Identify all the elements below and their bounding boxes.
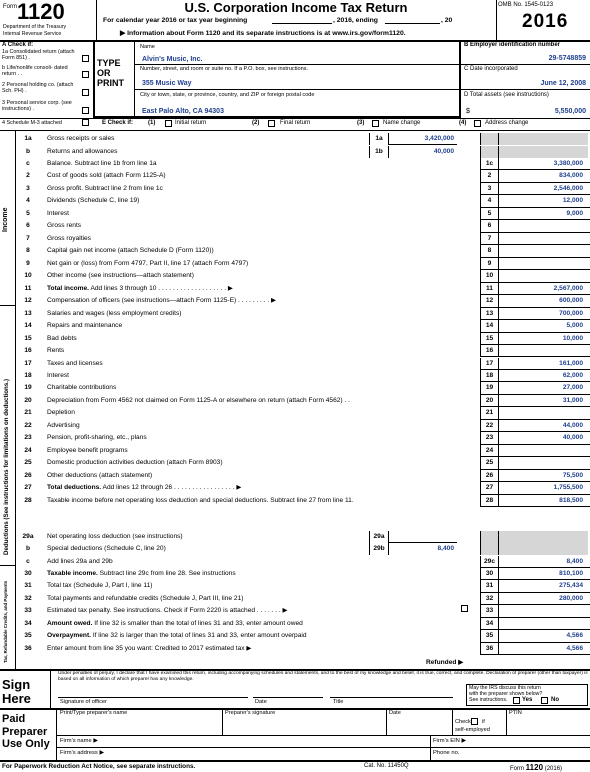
- line-desc: Gross receipts or sales: [47, 135, 115, 142]
- line-1b: [0, 146, 590, 158]
- info-line: ▶ Information about Form 1120 and its separate instructions is at www.irs.gov/form1120.: [120, 30, 406, 37]
- irs-line-3: See instructions.: [469, 696, 508, 703]
- line-desc: Bad debts: [47, 334, 77, 342]
- line-box: 33: [480, 605, 498, 617]
- e-opt-initial: Initial return: [175, 120, 207, 126]
- line-2: [0, 170, 590, 182]
- line-box: 26: [480, 470, 498, 482]
- paperwork-notice: For Paperwork Reduction Act Notice, see separate instructions.: [2, 763, 196, 770]
- line-desc: Total payments and refundable credits (Schedule J, Part III, line 21): [47, 594, 244, 602]
- line-box: 18: [480, 370, 498, 382]
- line-desc: Overpayment. If line 32 is larger than the total of lines 31 and 33, enter amount overpaid: [47, 632, 307, 640]
- line-number: 16: [24, 347, 32, 355]
- line-box: 29b: [369, 543, 389, 555]
- line-amount-field[interactable]: 9,000: [498, 208, 588, 220]
- footer-form-id: [510, 763, 562, 772]
- checkbox-final-return[interactable]: [268, 120, 275, 127]
- line-25: [0, 457, 590, 469]
- line-amount-field[interactable]: 44,000: [498, 420, 588, 432]
- omb-number: OMB No. 1545-0123: [498, 2, 554, 8]
- line-box: 31: [480, 580, 498, 592]
- checkbox-address-change[interactable]: [474, 120, 481, 127]
- line-desc: Advertising: [47, 421, 80, 429]
- line-desc: Add lines 29a and 29b: [47, 557, 113, 565]
- line-desc: Enter amount from line 35 you want: Credited to 2017 estimated tax ▶: [47, 644, 252, 652]
- line-amount-field[interactable]: 275,434: [498, 580, 588, 592]
- line-desc: Depletion: [47, 409, 75, 417]
- tax-side-label: Tax, Refundable Credits, and Payments: [3, 580, 8, 663]
- line-number: 17: [24, 359, 32, 367]
- form-word: Form: [3, 4, 17, 10]
- e-opt-1-num: (1): [148, 120, 156, 126]
- signature-label: Signature of officer: [60, 699, 107, 705]
- paid-word: Paid: [2, 713, 26, 725]
- line-number: 4: [26, 197, 30, 205]
- checkbox-personal-holding[interactable]: [82, 89, 89, 96]
- line-desc: Capital gain net income (attach Schedule D (Form 1120)): [47, 247, 214, 255]
- line-35: [0, 630, 590, 642]
- line-box: 2: [480, 170, 498, 182]
- line-amount-field[interactable]: 161,000: [498, 358, 588, 370]
- checkbox-schedule-m3[interactable]: [82, 119, 89, 126]
- line-desc: Special deductions (Schedule C, line 20): [47, 545, 166, 552]
- line-desc: Dividends (Schedule C, line 19): [47, 197, 140, 205]
- line-number: 36: [24, 644, 32, 652]
- sign-word: Sign: [2, 677, 31, 692]
- check-item-3: 3 Personal service corp. (see instructions) .: [2, 100, 72, 113]
- line-box: 29c: [480, 556, 498, 568]
- line-11: [0, 283, 590, 295]
- perjury-statement: Under penalties of perjury, I declare that I have examined this return, including accompanying schedules and statements, and to the best of my knowledge and belief, it is true, correct, and complete. Declaration of preparer (other than taxpayer) is based on all information of which preparer has any knowledge.: [58, 671, 588, 682]
- assets-field[interactable]: 5,550,000: [554, 108, 586, 115]
- checkbox-self-employed[interactable]: [471, 718, 478, 725]
- line-box: 1c: [480, 158, 498, 170]
- line-box: 12: [480, 295, 498, 307]
- line-box: 19: [480, 382, 498, 394]
- line-box: 9: [480, 258, 498, 270]
- form-number: 1120: [17, 0, 65, 24]
- line-number: 24: [24, 446, 32, 454]
- sign-title: [2, 678, 31, 706]
- irs-line: Internal Revenue Service: [3, 31, 62, 37]
- line-desc: Net operating loss deduction (see instructions): [47, 532, 183, 540]
- line-box: 25: [480, 457, 498, 469]
- line-desc: Gross profit. Subtract line 2 from line 1c: [47, 184, 163, 192]
- line-number: 6: [26, 222, 30, 230]
- line-box: 4: [480, 195, 498, 207]
- line-22: [0, 420, 590, 432]
- line-desc: Pension, profit-sharing, etc., plans: [47, 434, 147, 442]
- line-desc: Interest: [47, 371, 69, 379]
- line-box: 20: [480, 395, 498, 407]
- line-desc: Other income (see instructions—attach statement): [47, 272, 194, 280]
- line-desc: Employee benefit programs: [47, 446, 128, 454]
- preparer-sig-label: Preparer's signature: [225, 710, 276, 716]
- line-10: [0, 270, 590, 282]
- line-amount-field[interactable]: 4,566: [498, 630, 588, 642]
- line-number: 8: [26, 247, 30, 255]
- line-15: [0, 333, 590, 345]
- use-only-word: Use Only: [2, 738, 50, 750]
- officer-signature-line[interactable]: [58, 697, 248, 698]
- line-number: 25: [24, 459, 32, 467]
- line-number: 1a: [24, 135, 32, 142]
- date-inc-field[interactable]: June 12, 2008: [540, 80, 586, 87]
- checkbox-discuss-yes[interactable]: [513, 697, 520, 704]
- line-number: b: [25, 545, 31, 552]
- line-box: 8: [480, 245, 498, 257]
- checkbox-lifenonlife[interactable]: [82, 71, 89, 78]
- or-label: OR: [97, 68, 111, 78]
- no-label: No: [551, 697, 559, 703]
- check-item-1b: b Life/nonlife consoli- dated return . .: [2, 65, 68, 78]
- line-amount-field[interactable]: 2,546,000: [498, 183, 588, 195]
- year-end: , 20: [441, 17, 453, 24]
- street-label: Number, street, and room or suite no. If a P.O. box, see instructions.: [140, 66, 309, 72]
- line-number: 29a: [22, 532, 34, 540]
- city-label: City or town, state, or province, country, and ZIP or foreign postal code: [140, 92, 315, 98]
- line-number: 35: [24, 632, 32, 640]
- preparer-name-label: Print/Type preparer's name: [60, 710, 128, 716]
- line-desc: Repairs and maintenance: [47, 322, 123, 330]
- line-5: [0, 208, 590, 220]
- line-desc: Taxable income. Subtract line 29c from line 28. See instructions: [47, 569, 236, 577]
- returns-allowances-field[interactable]: 40,000: [433, 147, 454, 155]
- line-30: [0, 568, 590, 580]
- line-desc: Gross rents: [47, 222, 82, 230]
- catalog-number: Cat. No. 11450Q: [364, 763, 409, 769]
- check-item-1a: 1a Consolidated return (attach Form 851) .: [2, 49, 75, 62]
- line-1c: [0, 158, 590, 170]
- line-number: 12: [24, 297, 32, 305]
- line-23: [0, 432, 590, 444]
- assets-label: D Total assets (see instructions): [464, 92, 549, 98]
- line-number: 2: [26, 172, 30, 180]
- if-label: if: [482, 719, 485, 725]
- line-number: 20: [24, 396, 32, 404]
- line-desc: Balance. Subtract line 1b from line 1a: [47, 160, 157, 167]
- line-box: 29a: [369, 531, 389, 543]
- line-desc: Interest: [47, 209, 69, 217]
- line-desc: Net gain or (loss) from Form 4797, Part II, line 17 (attach Form 4797): [47, 259, 249, 267]
- firm-name-label: Firm's name ▶: [60, 738, 98, 744]
- irs-line-2: with the preparer shown below?: [469, 690, 543, 697]
- line-3: [0, 183, 590, 195]
- line-box: 10: [480, 270, 498, 282]
- line-box: 13: [480, 308, 498, 320]
- line-number: 14: [24, 322, 32, 330]
- self-employed-label: self-employed: [455, 727, 490, 733]
- line-box: 16: [480, 345, 498, 357]
- dollar-sign: $: [466, 108, 470, 115]
- line-number: 13: [24, 309, 32, 317]
- name-address-box: [93, 40, 461, 118]
- title-label: Title: [333, 699, 344, 705]
- line-amount-field[interactable]: 62,000: [498, 370, 588, 382]
- line-number: 27: [24, 484, 32, 492]
- line-number: 23: [24, 434, 32, 442]
- line-34: [0, 618, 590, 630]
- line-box: 15: [480, 333, 498, 345]
- city-field[interactable]: East Palo Alto, CA 94303: [142, 108, 224, 115]
- line-desc: Gross royalties: [47, 234, 91, 242]
- line-number: 5: [26, 209, 30, 217]
- line-amount-field[interactable]: 700,000: [498, 308, 588, 320]
- line-amount-field[interactable]: 27,000: [498, 382, 588, 394]
- line-number: 28: [24, 496, 32, 504]
- line-20: [0, 395, 590, 407]
- line-amount-field[interactable]: 40,000: [498, 432, 588, 444]
- line-box: 22: [480, 420, 498, 432]
- line-box: 35: [480, 630, 498, 642]
- street-field[interactable]: 355 Music Way: [142, 80, 192, 87]
- line-box: 3: [480, 183, 498, 195]
- checkbox-consolidated[interactable]: [82, 55, 89, 62]
- special-deductions-field[interactable]: 8,400: [437, 545, 454, 552]
- nol-deduction-field[interactable]: [389, 531, 457, 543]
- line-desc: Depreciation from Form 4562 not claimed on Form 1125-A or elsewhere on return (attach Form 4562) . .: [47, 396, 350, 404]
- line-4: [0, 195, 590, 207]
- line-number: 21: [24, 409, 32, 417]
- name-label: Name: [140, 44, 155, 50]
- line-box: 1b: [369, 146, 389, 158]
- line-number: 33: [24, 607, 32, 615]
- line-amount-field[interactable]: 12,000: [498, 195, 588, 207]
- line-box: 23: [480, 432, 498, 444]
- line-number: 9: [26, 259, 30, 267]
- line-amount-field[interactable]: 1,755,500: [498, 482, 588, 494]
- line-box: 30: [480, 568, 498, 580]
- line-33: [0, 605, 590, 617]
- line-18: [0, 370, 590, 382]
- type-or-print: [97, 58, 124, 88]
- line-36: [0, 643, 590, 655]
- line-box: 17: [480, 358, 498, 370]
- year-mid: , 2016, ending: [333, 17, 378, 24]
- line-amount-field[interactable]: 31,000: [498, 395, 588, 407]
- line-number: 30: [24, 569, 32, 577]
- income-side-label: Income: [2, 207, 9, 232]
- phone-label: Phone no.: [433, 750, 460, 756]
- check-item-4: 4 Schedule M-3 attached: [2, 120, 62, 126]
- line-12: [0, 295, 590, 307]
- line-box: 32: [480, 593, 498, 605]
- line-amount-field[interactable]: 10,000: [498, 333, 588, 345]
- line-box: 5: [480, 208, 498, 220]
- line-box: 28: [480, 495, 498, 507]
- line-box: 36: [480, 643, 498, 655]
- type-label: TYPE: [97, 58, 121, 68]
- check-if-title: A Check if:: [2, 42, 34, 48]
- line-number: 26: [24, 471, 32, 479]
- e-opt-final: Final return: [280, 120, 311, 126]
- line-7: [0, 233, 590, 245]
- firm-ein-label: Firm's EIN ▶: [433, 738, 466, 744]
- line-box: 27: [480, 482, 498, 494]
- refunded-label: Refunded ▶: [426, 659, 464, 666]
- line-16: [0, 345, 590, 357]
- line-amount-field[interactable]: 3,380,000: [498, 158, 588, 170]
- line-number: 11: [24, 284, 32, 292]
- line-amount-field[interactable]: 5,000: [498, 320, 588, 332]
- line-31: [0, 580, 590, 592]
- line-amount-field[interactable]: 4,566: [498, 643, 588, 655]
- line-desc: Estimated tax penalty. See instructions. Check if Form 2220 is attached . . . . . . . ▶: [47, 607, 288, 615]
- preparer-date-label: Date: [389, 710, 401, 716]
- line-desc: Domestic production activities deduction (attach Form 8903): [47, 459, 223, 467]
- line-desc: Charitable contributions: [47, 384, 117, 392]
- line-8: [0, 245, 590, 257]
- form-title: U.S. Corporation Income Tax Return: [184, 0, 408, 15]
- line-6: [0, 220, 590, 232]
- sign-date-label: Date: [255, 699, 267, 705]
- ein-field[interactable]: 29-5748859: [548, 55, 586, 62]
- line-box: 21: [480, 407, 498, 419]
- checkbox-name-change[interactable]: [372, 120, 379, 127]
- line-desc: Other deductions (attach statement): [47, 471, 153, 479]
- line-desc: Taxable income before net operating loss deduction and special deductions. Subtract line 27 from line 11.: [47, 496, 354, 504]
- gross-receipts-field[interactable]: 3,420,000: [389, 133, 457, 145]
- line-desc: Rents: [47, 347, 65, 355]
- deductions-side-label: Deductions (See instructions for limitations on deductions.): [3, 378, 10, 555]
- line-amount-field[interactable]: 280,000: [498, 593, 588, 605]
- checkbox-personal-service[interactable]: [82, 107, 89, 114]
- preparer-word: Preparer: [2, 725, 48, 738]
- line-desc: Amount owed. If line 32 is smaller than the total of lines 31 and 33, enter amount owed: [47, 619, 303, 627]
- yes-label: Yes: [522, 697, 533, 703]
- line-amount-field[interactable]: 2,567,000: [498, 283, 588, 295]
- footer-form-year: (2016): [544, 766, 563, 772]
- line-desc: Total deductions. Add lines 12 through 26 . . . . . . . . . . . . . . . . . ▶: [47, 484, 242, 492]
- line-number: c: [26, 557, 30, 565]
- tax-year: 2016: [522, 11, 569, 32]
- date-inc-label: C Date incorporated: [464, 66, 518, 72]
- line-desc: Returns and allowances: [47, 147, 118, 155]
- line-amount-field[interactable]: 818,500: [498, 495, 588, 507]
- footer-form-word: Form: [510, 766, 524, 772]
- line-13: [0, 308, 590, 320]
- check-label: Check: [455, 719, 471, 725]
- line-box: 1a: [369, 133, 389, 145]
- e-check-label: E Check if:: [102, 120, 134, 126]
- e-opt-4-num: (4): [459, 120, 467, 126]
- dept-line: Department of the Treasury: [3, 24, 67, 30]
- print-label: PRINT: [97, 78, 124, 88]
- e-opt-address: Address change: [485, 120, 529, 126]
- line-desc: Salaries and wages (less employment credits): [47, 309, 182, 317]
- line-1a: [0, 133, 590, 145]
- line-number: 10: [24, 272, 32, 280]
- firm-address-label: Firm's address ▶: [60, 750, 104, 756]
- line-desc: Total tax (Schedule J, Part I, line 11): [47, 582, 153, 590]
- line-32: [0, 593, 590, 605]
- footer-form-number: 1120: [525, 763, 544, 772]
- line-amount-field[interactable]: 834,000: [498, 170, 588, 182]
- line-number: c: [26, 160, 30, 167]
- e-opt-2-num: (2): [252, 120, 260, 126]
- line-28: [0, 495, 590, 507]
- line-14: [0, 320, 590, 332]
- line-number: 3: [26, 184, 30, 192]
- line-desc: Total income. Add lines 3 through 10 . . . . . . . . . . . . . . . . . . . ▶: [47, 284, 233, 292]
- line-box: 34: [480, 618, 498, 630]
- checkbox-form-2220[interactable]: [461, 605, 468, 612]
- checkbox-discuss-no[interactable]: [541, 697, 548, 704]
- corp-name-field[interactable]: Alvin's Music, Inc.: [142, 56, 203, 63]
- e-opt-name: Name change: [383, 120, 421, 126]
- line-amount-field[interactable]: 600,000: [498, 295, 588, 307]
- line-amount-field[interactable]: 75,500: [498, 470, 588, 482]
- line-number: 7: [26, 234, 30, 242]
- line-desc: Compensation of officers (see instructions—attach Form 1125-E) . . . . . . . . . ▶: [47, 297, 277, 305]
- line-box: 7: [480, 233, 498, 245]
- line-number: 15: [24, 334, 32, 342]
- check-item-2: 2 Personal holding co. (attach Sch. PH) .: [2, 82, 74, 95]
- line-box: 24: [480, 445, 498, 457]
- line-24: [0, 445, 590, 457]
- year-line: For calendar year 2016 or tax year beginning: [103, 17, 248, 24]
- line-29a: [0, 531, 590, 543]
- preparer-title: [2, 713, 50, 751]
- line-26: [0, 470, 590, 482]
- line-desc: Taxes and licenses: [47, 359, 103, 367]
- line-29c: [0, 556, 590, 568]
- line-box: 11: [480, 283, 498, 295]
- line-number: 18: [24, 371, 32, 379]
- line-desc: Cost of goods sold (attach Form 1125-A): [47, 172, 166, 180]
- line-box: 6: [480, 220, 498, 232]
- ein-label: B Employer identification number: [464, 42, 561, 48]
- line-21: [0, 407, 590, 419]
- line-17: [0, 358, 590, 370]
- line-19: [0, 382, 590, 394]
- line-number: 19: [24, 384, 32, 392]
- checkbox-initial-return[interactable]: [165, 120, 172, 127]
- line-number: 31: [24, 582, 32, 590]
- line-number: b: [25, 147, 31, 155]
- line-9: [0, 258, 590, 270]
- line-number: 32: [24, 594, 32, 602]
- line-29b: [0, 543, 590, 555]
- line-27: [0, 482, 590, 494]
- line-number: 34: [24, 619, 32, 627]
- irs-line-1: May the IRS discuss this return: [469, 685, 541, 691]
- line-amount-field[interactable]: 8,400: [498, 556, 588, 568]
- e-opt-3-num: (3): [357, 120, 365, 126]
- ptin-label: PTIN: [509, 710, 522, 716]
- here-word: Here: [2, 691, 31, 706]
- line-box: 14: [480, 320, 498, 332]
- line-amount-field[interactable]: 810,100: [498, 568, 588, 580]
- line-number: 22: [24, 421, 32, 429]
